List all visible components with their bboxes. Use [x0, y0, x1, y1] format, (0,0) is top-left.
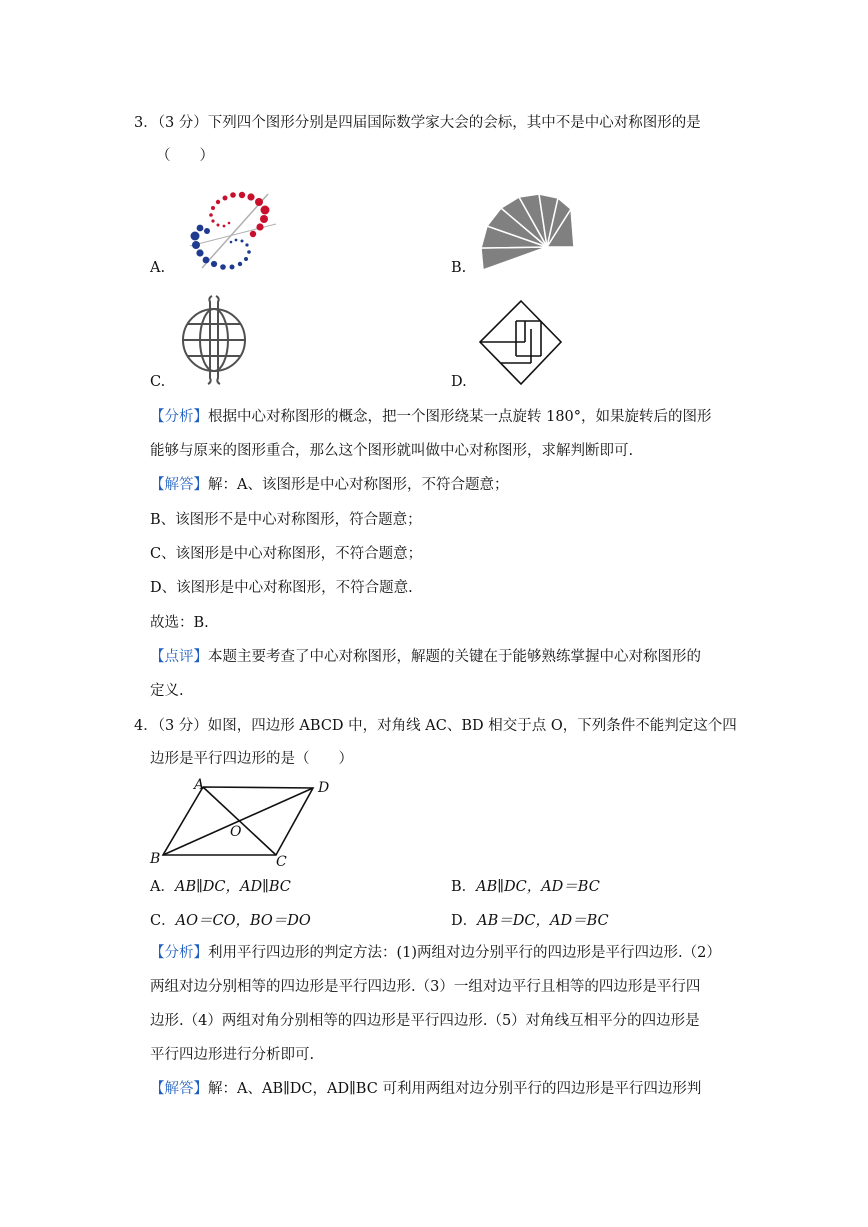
q3-option-a[interactable]	[150, 190, 300, 280]
q3-comment-line2: 定义.	[150, 683, 184, 699]
q3-answer-line1	[150, 475, 508, 495]
diagonal-bd	[163, 788, 313, 855]
q4-analysis-line4: 平行四边形进行分析即可.	[150, 1047, 315, 1063]
q4-analysis-line3: 边形.（4）两组对角分别相等的四边形是平行四边形.（5）对角线互相平分的四边形是	[150, 1013, 700, 1029]
q3-option-b[interactable]	[451, 190, 601, 280]
nested-squares-logo-icon	[477, 298, 567, 390]
q4-option-b[interactable]	[451, 875, 600, 896]
q3-option-c-label: C.	[150, 374, 166, 390]
q4-option-c[interactable]	[150, 909, 311, 930]
q4-option-a-text: AB∥DC，AD∥BC	[174, 879, 291, 895]
q3-answer-line4: D、该图形是中心对称图形，不符合题意.	[150, 580, 413, 596]
q3-option-c[interactable]	[150, 294, 300, 390]
q3-answer-line5: 故选：B.	[150, 615, 209, 631]
q4-option-d-label: D．	[451, 913, 478, 929]
q3-option-a-label: A.	[150, 260, 166, 276]
q3-option-d-label: D.	[451, 374, 467, 390]
q4-answer-line1	[150, 1079, 701, 1099]
globe-logo-icon	[178, 294, 250, 386]
vertex-label-a: A	[194, 777, 205, 793]
parallelogram-figure	[148, 777, 338, 867]
q3-option-b-label: B.	[451, 260, 467, 276]
vertex-label-c: C	[276, 854, 287, 867]
q4-option-d-text: AB＝DC，AD＝BC	[477, 913, 609, 929]
q4-analysis-tag: 【分析】	[150, 945, 208, 961]
q3-answer-line3: C、该图形是中心对称图形，不符合题意；	[150, 546, 423, 562]
q3-answer-line2: B、该图形不是中心对称图形，符合题意；	[150, 512, 422, 528]
q3-comment-line1	[150, 647, 701, 667]
q4-answer-text1: 解：A、AB∥DC，AD∥BC 可利用两组对边分别平行的四边形是平行四边形判	[208, 1081, 702, 1097]
q3-analysis-line2: 能够与原来的图形重合，那么这个图形就叫做中心对称图形，求解判断即可.	[150, 443, 634, 459]
vertex-label-b: B	[150, 851, 161, 867]
q3-stem-line2: （ ）	[156, 148, 214, 164]
q3-analysis-text1: 根据中心对称图形的概念，把一个图形绕某一点旋转 180°，如果旋转后的图形	[208, 409, 712, 425]
q4-analysis-line1	[150, 943, 721, 963]
q3-stem-line1: 3．（3 分）下列四个图形分别是四届国际数学家大会的会标，其中不是中心对称图形的是	[134, 115, 701, 131]
q4-option-c-label: C．	[150, 913, 176, 929]
q3-answer-tag: 【解答】	[150, 477, 208, 493]
q4-stem-line1: 4．（3 分）如图，四边形 ABCD 中，对角线 AC、BD 相交于点 O，下列条件不能判定这个四	[134, 718, 737, 734]
q4-analysis-line2: 两组对边分别相等的四边形是平行四边形.（3）一组对边平行且相等的四边形是平行四	[150, 979, 701, 995]
fan-triangles-logo-icon	[479, 192, 579, 272]
q3-analysis-line1	[150, 407, 712, 427]
q3-comment-tag: 【点评】	[150, 649, 208, 665]
q3-comment-text1: 本题主要考查了中心对称图形，解题的关键在于能够熟练掌握中心对称图形的	[208, 649, 701, 665]
q4-option-a-label: A．	[150, 879, 175, 895]
q3-analysis-tag: 【分析】	[150, 409, 208, 425]
q4-stem-line2: 边形是平行四边形的是（ ）	[150, 751, 353, 767]
q4-option-b-text: AB∥DC，AD＝BC	[476, 879, 600, 895]
q4-option-b-label: B．	[451, 879, 477, 895]
q4-analysis-text1: 利用平行四边形的判定方法：(1)两组对边分别平行的四边形是平行四边形.（2）	[208, 945, 721, 961]
q3-option-d[interactable]	[451, 294, 601, 390]
q3-answer-text1: 解：A、该图形是中心对称图形，不符合题意；	[208, 477, 509, 493]
q4-option-c-text: AO＝CO，BO＝DO	[175, 913, 311, 929]
q4-option-d[interactable]	[451, 909, 609, 930]
center-label-o: O	[230, 824, 242, 840]
q4-answer-tag: 【解答】	[150, 1081, 208, 1097]
q4-option-a[interactable]	[150, 875, 291, 896]
spiral-dots-logo-icon	[180, 190, 280, 275]
vertex-label-d: D	[318, 780, 330, 796]
